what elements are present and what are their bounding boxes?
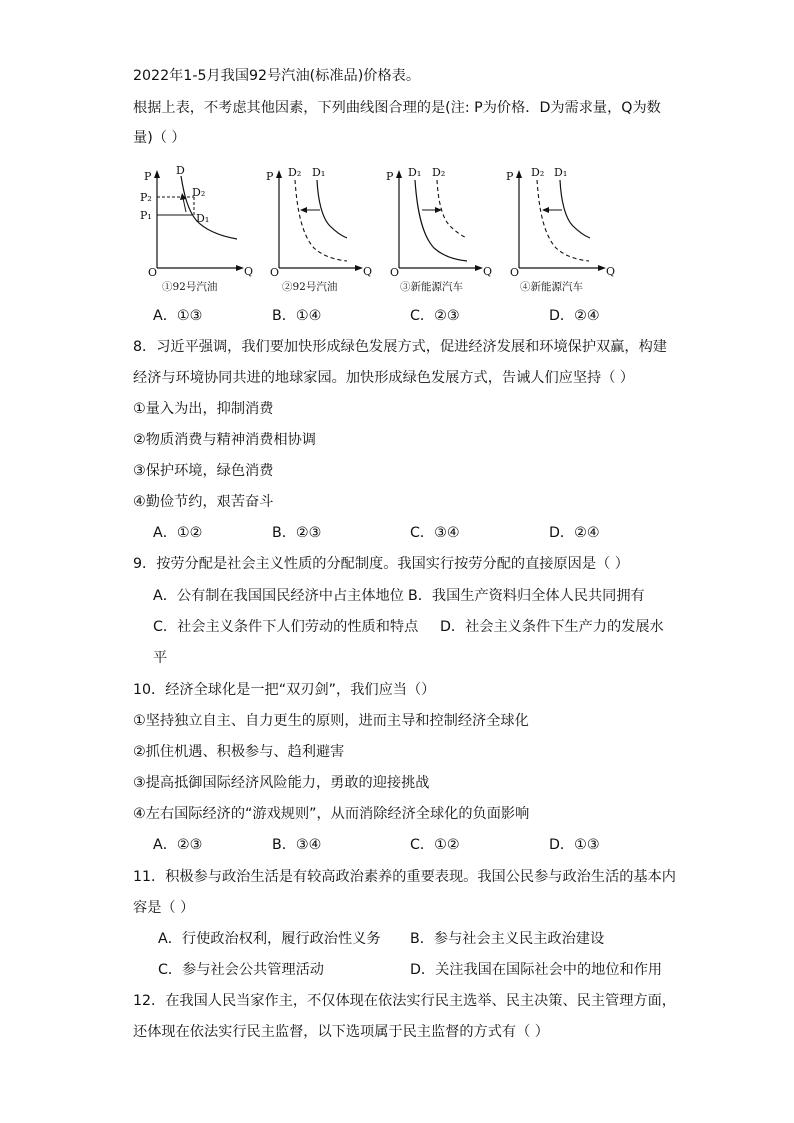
q7-option-d[interactable]: D．②④ xyxy=(549,308,600,324)
graph-3-label-d2: D₂ xyxy=(432,166,446,179)
graph-3-q-axis: Q xyxy=(483,265,493,278)
graph-2-caption: ②92号汽油 xyxy=(282,281,338,293)
q11-option-b[interactable]: B．参与社会主义民主政治建设 xyxy=(410,931,605,947)
q7-option-a[interactable]: A．①③ xyxy=(153,308,203,324)
graph-4-svg xyxy=(502,160,627,298)
question-7-stem-cont: 量)（ ） xyxy=(133,130,186,146)
graph-1-label-d: D xyxy=(176,164,185,177)
q8-option-c[interactable]: C．③④ xyxy=(410,525,460,541)
q8-option-d[interactable]: D．②④ xyxy=(549,525,600,541)
graph-4-label-d1: D₁ xyxy=(554,166,568,179)
graph-2-origin: O xyxy=(270,266,280,279)
q8-item-1: ①量入为出，抑制消费 xyxy=(133,401,274,417)
question-9-stem: 9．按劳分配是社会主义性质的分配制度。我国实行按劳分配的直接原因是（ ） xyxy=(133,556,629,572)
q10-item-1: ①坚持独立自主、自力更生的原则，进而主导和控制经济全球化 xyxy=(133,713,529,729)
q8-option-a[interactable]: A．①② xyxy=(153,525,203,541)
q9-option-c[interactable]: C．社会主义条件下人们劳动的性质和特点 xyxy=(153,619,419,635)
q9-option-d-cont: 平 xyxy=(153,650,168,666)
graph-2-svg xyxy=(262,160,387,298)
graph-3-caption: ③新能源汽车 xyxy=(400,281,463,293)
question-10-stem: 10．经济全球化是一把“双刃剑”，我们应当（） xyxy=(133,682,436,698)
q8-item-3: ③保护环境，绿色消费 xyxy=(133,463,274,479)
q10-option-c[interactable]: C．①② xyxy=(410,837,460,853)
q10-item-3: ③提高抵御国际经济风险能力，勇敢的迎接挑战 xyxy=(133,775,430,791)
graph-4-label-d2: D₂ xyxy=(531,166,545,179)
q8-item-2: ②物质消费与精神消费相协调 xyxy=(133,432,316,448)
graph-2-p-axis: P xyxy=(266,170,274,183)
graph-1-p-axis: P xyxy=(144,170,152,183)
graph-1-svg xyxy=(140,160,265,298)
question-11-stem: 11．积极参与政治生活是有较高政治素养的重要表现。我国公民参与政治生活的基本内 xyxy=(133,869,676,885)
graph-1-q-axis: Q xyxy=(244,265,254,278)
q7-option-c[interactable]: C．②③ xyxy=(410,308,460,324)
q9-option-d[interactable]: D．社会主义条件下生产力的发展水 xyxy=(440,619,664,635)
q9-option-a[interactable]: A．公有制在我国国民经济中占主体地位 xyxy=(153,588,404,604)
question-12-stem: 12．在我国人民当家作主，不仅体现在依法实行民主选举、民主决策、民主管理方面， xyxy=(133,993,676,1009)
q7-option-b[interactable]: B．①④ xyxy=(272,308,322,324)
q10-option-d[interactable]: D．①③ xyxy=(549,837,600,853)
q11-option-a[interactable]: A．行使政治权利，履行政治性义务 xyxy=(158,931,381,947)
graph-3 xyxy=(382,160,507,298)
graph-3-svg xyxy=(382,160,507,298)
q9-option-b[interactable]: B．我国生产资料归全体人民共同拥有 xyxy=(408,588,645,604)
question-7-stem: 根据上表，不考虑其他因素，下列曲线图合理的是(注: P为价格．D为需求量，Q为数 xyxy=(133,100,661,116)
q8-item-4: ④勤俭节约，艰苦奋斗 xyxy=(133,494,274,510)
graph-1-label-p1: P₁ xyxy=(140,209,152,222)
q10-item-4: ④左右国际经济的“游戏规则”，从而消除经济全球化的负面影响 xyxy=(133,806,530,822)
graph-3-origin: O xyxy=(390,266,400,279)
graph-3-label-d1: D₁ xyxy=(408,166,422,179)
q10-option-a[interactable]: A．②③ xyxy=(153,837,203,853)
q11-option-c[interactable]: C．参与社会公共管理活动 xyxy=(158,962,324,978)
graph-1-label-p2: P₂ xyxy=(140,191,152,204)
question-8-stem: 8．习近平强调，我们要加快形成绿色发展方式，促进经济发展和环境保护双赢，构建 xyxy=(133,339,667,355)
graph-1-caption: ①92号汽油 xyxy=(162,281,218,293)
q11-option-d[interactable]: D．关注我国在国际社会中的地位和作用 xyxy=(410,962,663,978)
table-caption: 2022年1-5月我国92号汽油(标准品)价格表。 xyxy=(133,68,421,84)
q10-item-2: ②抓住机遇、积极参与、趋利避害 xyxy=(133,744,345,760)
graph-3-p-axis: P xyxy=(386,170,394,183)
graph-1-label-d1: D₁ xyxy=(196,212,210,225)
graph-1-label-d2: D₂ xyxy=(192,186,206,199)
question-11-stem-cont: 容是（ ） xyxy=(133,900,195,916)
question-8-stem-cont: 经济与环境协同共进的地球家园。加快形成绿色发展方式，告诫人们应坚持（ ） xyxy=(133,370,635,386)
question-12-stem-cont: 还体现在依法实行民主监督，以下选项属于民主监督的方式有（ ） xyxy=(133,1024,549,1040)
q8-option-b[interactable]: B．②③ xyxy=(272,525,322,541)
graph-4-caption: ④新能源汽车 xyxy=(520,281,583,293)
graph-1 xyxy=(140,160,265,298)
graph-4-origin: O xyxy=(510,266,520,279)
q10-option-b[interactable]: B．③④ xyxy=(272,837,322,853)
graph-1-origin: O xyxy=(148,266,158,279)
graph-4-q-axis: Q xyxy=(606,265,616,278)
graph-4-p-axis: P xyxy=(506,170,514,183)
graph-2-q-axis: Q xyxy=(363,265,373,278)
graph-2-label-d1: D₁ xyxy=(312,166,326,179)
graph-2 xyxy=(262,160,387,298)
graph-4 xyxy=(502,160,627,298)
graph-2-label-d2: D₂ xyxy=(288,166,302,179)
